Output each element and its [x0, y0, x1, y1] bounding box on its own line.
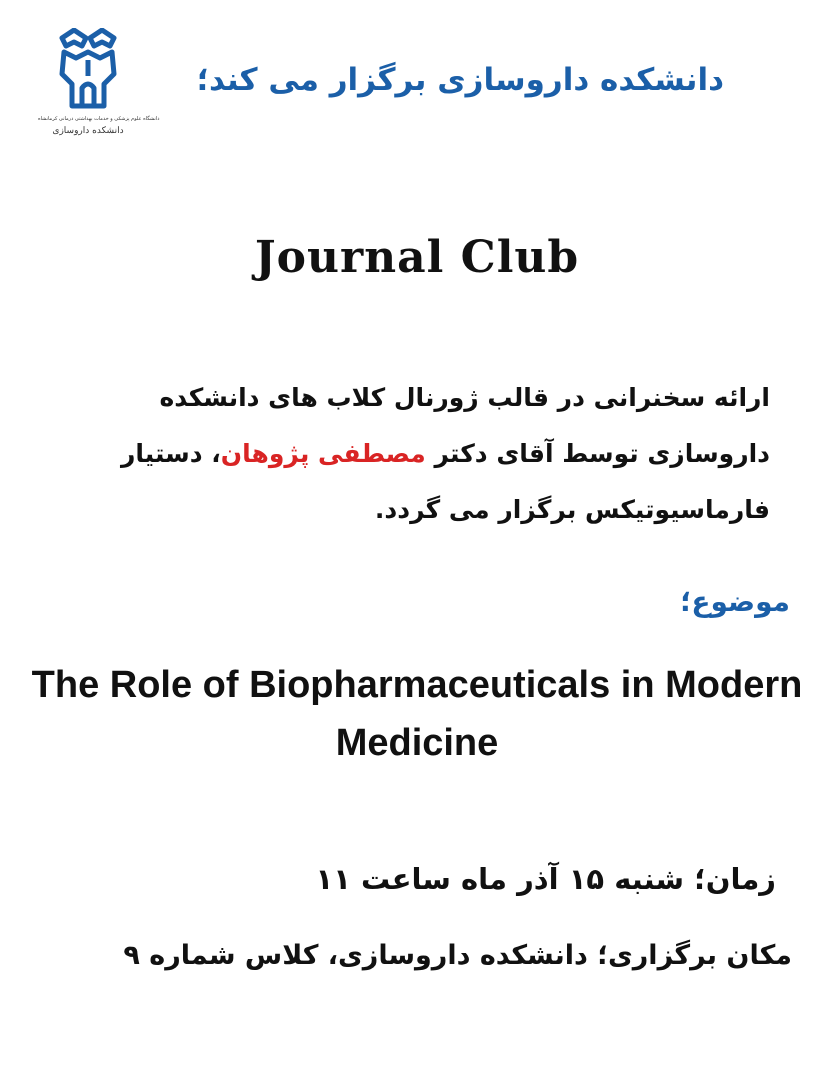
- event-title: Journal Club: [254, 232, 580, 283]
- logo-faculty-name: دانشکده داروسازی: [52, 126, 124, 136]
- speaker-name: مصطفی پژوهان: [220, 439, 426, 468]
- description-text-end: ، دستیار فارماسیوتیکس برگزار می گردد.: [120, 439, 770, 524]
- topic-label: موضوع؛: [680, 585, 790, 618]
- logo-university-name: دانشگاه علوم پزشکی و خدمات بهداشتی درمانی کرمانشاه: [38, 116, 160, 122]
- event-description: [60, 370, 770, 538]
- event-time: زمان؛ شنبه ۱۵ آذر ماه ساعت ۱۱: [315, 862, 776, 896]
- topic-title: The Role of Biopharmaceuticals in Modern Medicine: [31, 664, 803, 764]
- description-text-start: ارائه سخنرانی در قالب ژورنال کلاب های دانشکده داروسازی توسط آقای دکتر: [159, 383, 770, 468]
- header-title: دانشکده داروسازی برگزار می کند؛: [196, 62, 724, 98]
- event-place: مکان برگزاری؛ دانشکده داروسازی، کلاس شماره ۹: [123, 940, 792, 971]
- university-logo: [38, 28, 160, 168]
- university-emblem-icon: [56, 28, 120, 110]
